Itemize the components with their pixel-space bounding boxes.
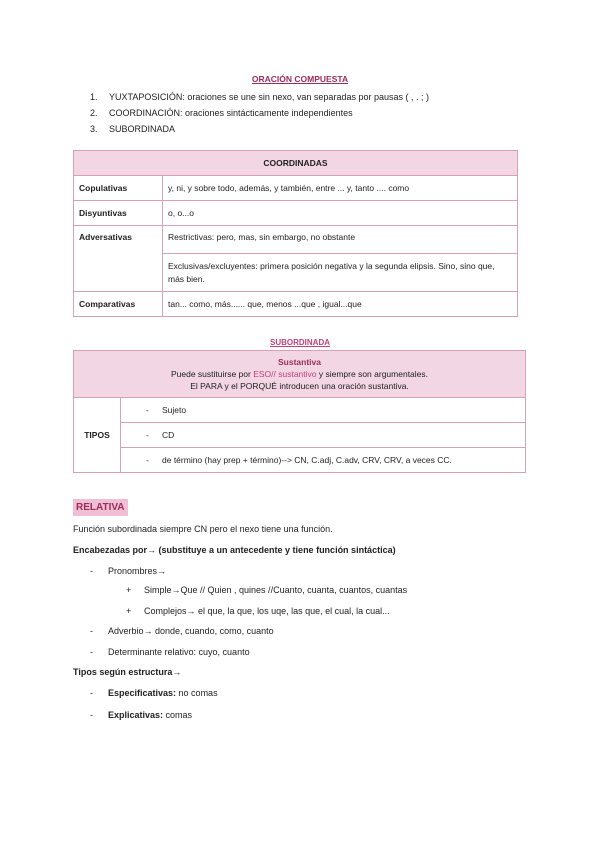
sustantiva-title: Sustantiva [278, 357, 321, 367]
list-item [90, 105, 429, 121]
dash: - [146, 430, 149, 440]
list-text: comas [163, 710, 193, 720]
row-value: o, o...o [163, 201, 518, 226]
sustantiva-header [74, 351, 526, 398]
list-text: COORDINACIÓN: oraciones sintácticamente independientes [109, 108, 353, 118]
list-label: Especificativas: [108, 688, 177, 698]
subordinada-title: SUBORDINADA [270, 338, 330, 347]
tipo-text: de término (hay prep + término)--> CN, C.adj, C.adv, CRV, CRV, a veces CC. [162, 455, 452, 465]
list-label: Explicativas: [108, 710, 164, 720]
list-item [90, 710, 192, 720]
row-value: tan... como, más...... que, menos ...que , igual...que [163, 292, 518, 317]
dash: - [90, 647, 93, 657]
row-value: Exclusivas/excluyentes: primera posición negativa y la segunda elipsis. Sino, sino que, más bien. [163, 254, 518, 292]
subordinada-table [73, 350, 526, 473]
list-item [126, 585, 407, 595]
row-label: Copulativas [74, 176, 163, 201]
row-label: Disyuntivas [74, 201, 163, 226]
row-label: Adversativas [74, 226, 163, 292]
tipo-text: CD [162, 430, 175, 440]
coordinadas-header: COORDINADAS [74, 151, 518, 176]
list-text: Adverbio→ donde, cuando, como, cuanto [108, 626, 274, 636]
dash: - [146, 405, 149, 415]
tipo-row [121, 398, 526, 423]
dash: - [90, 688, 93, 698]
row-value: Restrictivas: pero, mas, sin embargo, no obstante [163, 226, 518, 254]
sustantiva-desc-2: El PARA y el PORQUÉ introducen una oración sustantiva. [190, 381, 409, 391]
list-item [90, 688, 218, 698]
desc-text: y siempre son argumentales. [316, 369, 429, 379]
tipos-label: TIPOS [74, 398, 121, 473]
list-item [126, 606, 390, 616]
intro-list [90, 89, 429, 137]
list-text: Simple→Que // Quien , quines //Cuanto, cuanta, cuantos, cuantas [144, 585, 408, 595]
sustantiva-desc [78, 368, 521, 380]
dash: - [146, 455, 149, 465]
row-value: y, ni, y sobre todo, además, y también, entre ... y, tanto .... como [163, 176, 518, 201]
coordinadas-table [73, 150, 518, 317]
tipo-row [121, 448, 526, 473]
list-item [90, 566, 166, 576]
plus-bullet: + [126, 585, 132, 595]
list-text: YUXTAPOSICIÓN: oraciones se une sin nexo, van separadas por pausas ( , . ; ) [109, 92, 429, 102]
plus-bullet: + [126, 606, 132, 616]
list-item [90, 89, 429, 105]
desc-text: Puede sustituirse por [170, 369, 254, 379]
list-text: no comas [176, 688, 218, 698]
tipos-estructura-heading: Tipos según estructura→ [73, 667, 182, 677]
relativa-intro: Función subordinada siempre CN pero el nexo tiene una función. [73, 524, 333, 534]
list-number: 2. [90, 108, 98, 118]
dash: - [90, 710, 93, 720]
page-title: ORACIÓN COMPUESTA [251, 74, 349, 84]
list-text: Determinante relativo: cuyo, cuanto [108, 647, 250, 657]
tipo-text: Sujeto [162, 405, 187, 415]
dash: - [90, 626, 93, 636]
desc-highlight: ESO// sustantivo [253, 369, 317, 379]
relativa-heading: RELATIVA [73, 499, 128, 516]
tipo-row [121, 423, 526, 448]
list-number: 3. [90, 124, 98, 134]
encabezadas-heading: Encabezadas por→ (substituye a un antecedente y tiene función sintáctica) [73, 545, 396, 555]
list-number: 1. [90, 92, 98, 102]
row-label: Comparativas [74, 292, 163, 317]
list-item [90, 626, 274, 636]
list-text: Pronombres→ [108, 566, 167, 576]
list-text: Complejos→ el que, la que, los uqe, las que, el cual, la cual... [144, 606, 390, 616]
dash: - [90, 566, 93, 576]
list-text: SUBORDINADA [109, 124, 176, 134]
list-item [90, 647, 250, 657]
list-item [90, 121, 429, 137]
